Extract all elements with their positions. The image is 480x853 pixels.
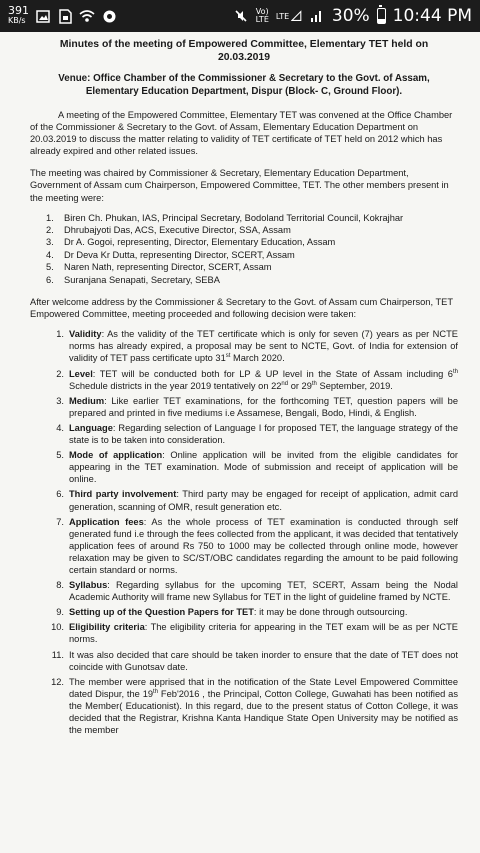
decision-body bbox=[69, 516, 458, 576]
decision-number: 2. bbox=[56, 368, 64, 379]
network-speed bbox=[8, 6, 29, 26]
member-text: Biren Ch. Phukan, IAS, Principal Secretary, Bodoland Territorial Council, Kokrajhar bbox=[64, 212, 404, 223]
document-title: Minutes of the meeting of Empowered Committee, Elementary TET held on 20.03.2019 bbox=[59, 39, 429, 63]
decision-text: March 2020. bbox=[230, 353, 285, 364]
decision-text: : The eligibility criteria for appearing in the TET exam will be as per NCTE norms. bbox=[69, 622, 459, 645]
member-number: 1. bbox=[46, 212, 54, 223]
decision-number: 12. bbox=[51, 676, 64, 687]
decision-text: : As the validity of the TET certificate which is only for seven (7) years as per NCTE norms has already expired, a proposal may be sent to NCTE, Govt. of India for extension of validity of TET pass certificate upto 31 bbox=[69, 329, 458, 364]
ordinal-suffix: st bbox=[225, 353, 231, 360]
decision-item bbox=[46, 579, 458, 603]
signal-icon bbox=[309, 8, 325, 24]
decision-text: : Like earlier TET examinations, for the forthcoming TET, question papers will be prepared and printed in five mediums i.e Assamese, Bengali, Bodo, Hindi, & English. bbox=[69, 395, 458, 418]
decision-item bbox=[46, 368, 458, 392]
decision-number: 1. bbox=[56, 329, 64, 340]
decision-item bbox=[46, 676, 458, 736]
decision-text: Schedule districts in the year 2019 tentatively on 22 bbox=[69, 380, 282, 391]
decision-text: : Regarding selection of Language I for proposed TET, the language strategy of the state is to be taken into consideration. bbox=[69, 422, 458, 446]
ordinal-suffix: th bbox=[153, 688, 159, 695]
lte-signal-icon bbox=[276, 8, 302, 24]
wifi-icon bbox=[79, 8, 95, 24]
image-icon bbox=[35, 8, 51, 24]
decision-number: 10. bbox=[51, 622, 64, 633]
decision-item bbox=[46, 395, 458, 419]
decision-body bbox=[69, 449, 458, 485]
decision-number: 9. bbox=[56, 607, 64, 618]
decision-text: It was also decided that care should be taken inorder to ensure that the date of TET does not coincide with Gunotsav date. bbox=[69, 649, 458, 672]
decision-heading: Level bbox=[69, 368, 93, 379]
member-number: 4. bbox=[46, 249, 54, 260]
network-speed-unit: KB/s bbox=[8, 16, 26, 25]
chair-paragraph: The meeting was chaired by Commissioner & Secretary, Elementary Education Department, Government of Assam cum Chairperson, Empowered Committee, TET. The other members present in the meeting were: bbox=[30, 168, 449, 203]
decision-heading: Eligibility criteria bbox=[69, 622, 145, 633]
decision-item bbox=[46, 328, 458, 364]
member-item bbox=[46, 224, 458, 236]
decision-item bbox=[46, 422, 458, 446]
decision-body bbox=[69, 606, 458, 618]
decision-body bbox=[69, 676, 458, 736]
decision-text: : TET will be conducted both for LP & UP level in the State of Assam including 6 bbox=[92, 368, 453, 379]
decision-number: 3. bbox=[56, 395, 64, 406]
member-text: Dr A. Gogoi, representing, Director, Elementary Education, Assam bbox=[64, 237, 336, 248]
decision-text: : Regarding syllabus for the upcoming TET, SCERT, Assam being the Nodal Academic Authority will frame new Syllabus for TET in the light of guideline framed by NCTE. bbox=[69, 580, 458, 603]
sim-card-icon bbox=[57, 8, 73, 24]
decision-number: 5. bbox=[56, 450, 64, 461]
after-welcome-paragraph: After welcome address by the Commissioner & Secretary to the Govt. of Assam cum Chairperson, TET Empowered Committee, meeting proceeded and following decision were taken: bbox=[30, 297, 453, 320]
battery-icon bbox=[377, 8, 386, 24]
decision-body bbox=[69, 422, 458, 446]
decision-text: : Third party may be engaged for receipt of application, admit card generation, scanning of OMR, result generation etc. bbox=[69, 489, 458, 512]
clock: 10:44 PM bbox=[392, 6, 472, 26]
decision-text: or 29 bbox=[288, 380, 312, 391]
decision-heading: Validity bbox=[69, 329, 102, 340]
decision-text: : Online application will be invited from the eligible candidates for appearing in the TET examination. Mode of submission and receipt of application will be online. bbox=[69, 450, 458, 485]
member-item bbox=[46, 212, 458, 224]
decision-heading: Language bbox=[69, 422, 113, 433]
decision-text: : As the whole process of TET examination is conducted through self generated fund i.e through the fees collected from the applicant, it was decided that tentatively application fees of around Rs 750 to 1000 may be collected through online mode, however relaxation may be given to SC/ST/OBC candidates regarding the amount to be paid following certain standard or norms. bbox=[69, 516, 458, 575]
volte-bottom-label: LTE bbox=[255, 15, 269, 24]
member-text: Dr Deva Kr Dutta, representing Director, SCERT, Assam bbox=[64, 249, 295, 260]
member-text: Suranjana Senapati, Secretary, SEBA bbox=[64, 274, 220, 285]
decision-body bbox=[69, 368, 458, 392]
member-item bbox=[46, 261, 458, 273]
decision-body bbox=[69, 395, 458, 419]
decision-heading: Setting up of the Question Papers for TET bbox=[69, 607, 254, 618]
members-list bbox=[46, 212, 458, 286]
member-number: 5. bbox=[46, 262, 54, 273]
volte-indicator bbox=[256, 8, 269, 24]
ordinal-suffix: th bbox=[452, 368, 458, 375]
member-number: 2. bbox=[46, 225, 54, 236]
member-text: Naren Nath, representing Director, SCERT, Assam bbox=[64, 262, 272, 273]
decision-body bbox=[69, 649, 458, 673]
decisions-list bbox=[46, 328, 458, 736]
decision-body bbox=[69, 621, 458, 645]
decision-text: Feb'2016 , the Principal, Cotton College, Guwahati has been notified as the Member( Educationist). In this regard, due to the present status of Cotton College, it was decided that the Registrar, Krishna Kanta Handique State Open University may be notified as the member bbox=[69, 688, 458, 736]
decision-number: 8. bbox=[56, 580, 64, 591]
decision-item bbox=[46, 449, 458, 485]
decision-text: The member were apprised that in the notification of the State Level Empowered Committee dated Dispur, the 19 bbox=[69, 676, 458, 699]
member-item bbox=[46, 249, 458, 261]
decision-heading: Third party involvement bbox=[69, 489, 177, 500]
ordinal-suffix: th bbox=[311, 380, 317, 387]
member-number: 3. bbox=[46, 237, 54, 248]
decision-heading: Medium bbox=[69, 395, 105, 406]
document-page bbox=[0, 32, 480, 853]
mute-icon bbox=[233, 8, 249, 24]
decision-heading: Syllabus bbox=[69, 580, 108, 591]
ordinal-suffix: nd bbox=[281, 380, 289, 387]
lte-label: LTE bbox=[275, 11, 290, 21]
network-speed-value: 391 bbox=[8, 4, 29, 17]
decision-heading: Mode of application bbox=[69, 450, 163, 461]
decision-number: 11. bbox=[51, 649, 64, 660]
member-item bbox=[46, 236, 458, 248]
notification-app-icon bbox=[101, 8, 117, 24]
member-text: Dhrubajyoti Das, ACS, Executive Director, SSA, Assam bbox=[64, 225, 291, 236]
intro-paragraph: A meeting of the Empowered Committee, Elementary TET was convened at the Office Chamber of the Commissioner & Secretary to the Govt. of Assam, Elementary Education Department on 20.03.2019 to discuss the matter relating to validity of TET certificate of TET held on 2012 which has already expired and other related issues. bbox=[30, 110, 453, 157]
decision-item bbox=[46, 488, 458, 512]
member-item bbox=[46, 274, 458, 286]
decision-heading: Application fees bbox=[69, 516, 144, 527]
decision-number: 6. bbox=[56, 489, 64, 500]
decision-number: 4. bbox=[56, 422, 64, 433]
volte-top-label: Vo) bbox=[255, 7, 269, 16]
decision-body bbox=[69, 579, 458, 603]
decision-body bbox=[69, 488, 458, 512]
decision-item bbox=[46, 649, 458, 673]
decision-item bbox=[46, 516, 458, 576]
battery-percent: 30% bbox=[331, 6, 370, 26]
decision-body bbox=[69, 328, 458, 364]
decision-text: September, 2019. bbox=[316, 380, 393, 391]
document-venue: Venue: Office Chamber of the Commissioner & Secretary to the Govt. of Assam, Elementary Education Department, Dispur (Block- C, Ground Floor). bbox=[58, 73, 430, 97]
decision-item bbox=[46, 606, 458, 618]
decision-number: 7. bbox=[56, 516, 64, 527]
status-bar bbox=[0, 0, 480, 32]
decision-text: : it may be done through outsourcing. bbox=[253, 607, 408, 618]
decision-item bbox=[46, 621, 458, 645]
member-number: 6. bbox=[46, 274, 54, 285]
